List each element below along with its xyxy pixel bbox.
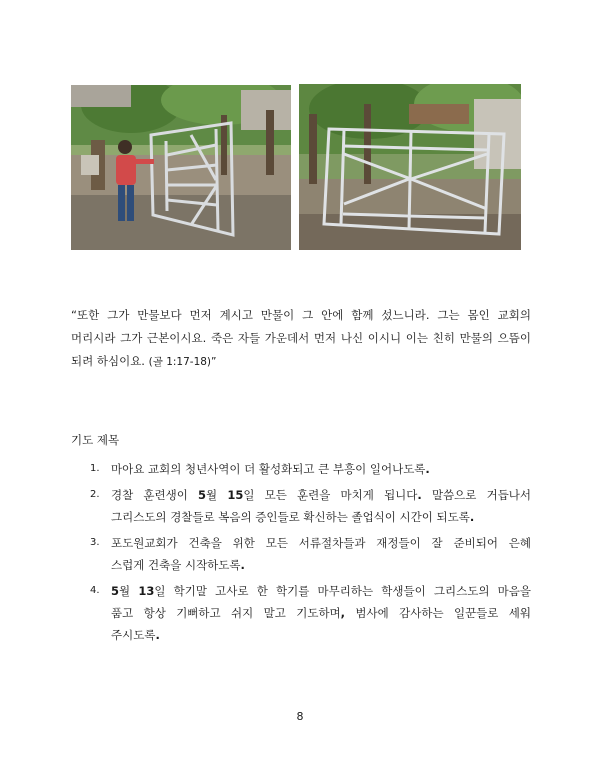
photo-metal-frame-icon — [299, 84, 521, 250]
verse-quote — [71, 304, 531, 374]
list-item — [71, 458, 531, 480]
verse-line: 머리시라 그가 근본이시요. 죽은 자들 가운데서 먼저 나신 이시니 이는 친히 만물의 으뜸이 — [71, 331, 531, 345]
verse-line — [71, 350, 531, 374]
list-line: 마아요 교회의 청년사역이 더 활성화되고 큰 부흥이 일어나도록. — [111, 462, 430, 476]
photo-man-beside-metal-frame-icon — [71, 85, 291, 250]
list-line: 경찰 훈련생이 5월 15일 모든 훈련을 마치게 됩니다. 말씀으로 거듭나서 — [111, 488, 532, 502]
list-line: 5월 13일 학기말 고사로 한 학기를 마무리하는 학생들이 그리스도의 마음을 — [111, 584, 531, 598]
list-line: 포도원교회가 건축을 위한 모든 서류절차들과 재정들이 잘 준비되어 은혜 — [111, 536, 531, 550]
list-number: 3. — [90, 537, 100, 548]
photo-metal-frame — [299, 84, 521, 250]
list-number: 1. — [90, 463, 100, 474]
list-item — [71, 532, 531, 576]
list-line: 그리스도의 경찰들로 복음의 증인들로 확신하는 졸업식이 시간이 되도록. — [111, 510, 475, 524]
list-line: 품고 항상 기뻐하고 쉬지 말고 기도하며, 범사에 감사하는 일꾼들로 세워 — [111, 606, 531, 620]
list-line: 주시도록. — [111, 628, 160, 642]
list-line: 스럽게 건축을 시작하도록. — [111, 558, 245, 572]
verse-reference: (골 1:17-18)” — [148, 356, 217, 368]
prayer-title: 기도 제목 — [71, 433, 120, 447]
verse-line: “또한 그가 만물보다 먼저 계시고 만물이 그 안에 함께 섰느니라. 그는 몸인 교회의 — [71, 308, 531, 322]
page-number: 8 — [296, 710, 304, 723]
list-item — [71, 580, 531, 646]
list-number: 2. — [90, 489, 100, 500]
list-number: 4. — [90, 585, 100, 596]
prayer-list — [71, 458, 531, 650]
photo-man-with-frame — [71, 85, 291, 250]
list-item — [71, 484, 531, 528]
verse-line-text: 되려 하심이요. — [71, 354, 145, 368]
